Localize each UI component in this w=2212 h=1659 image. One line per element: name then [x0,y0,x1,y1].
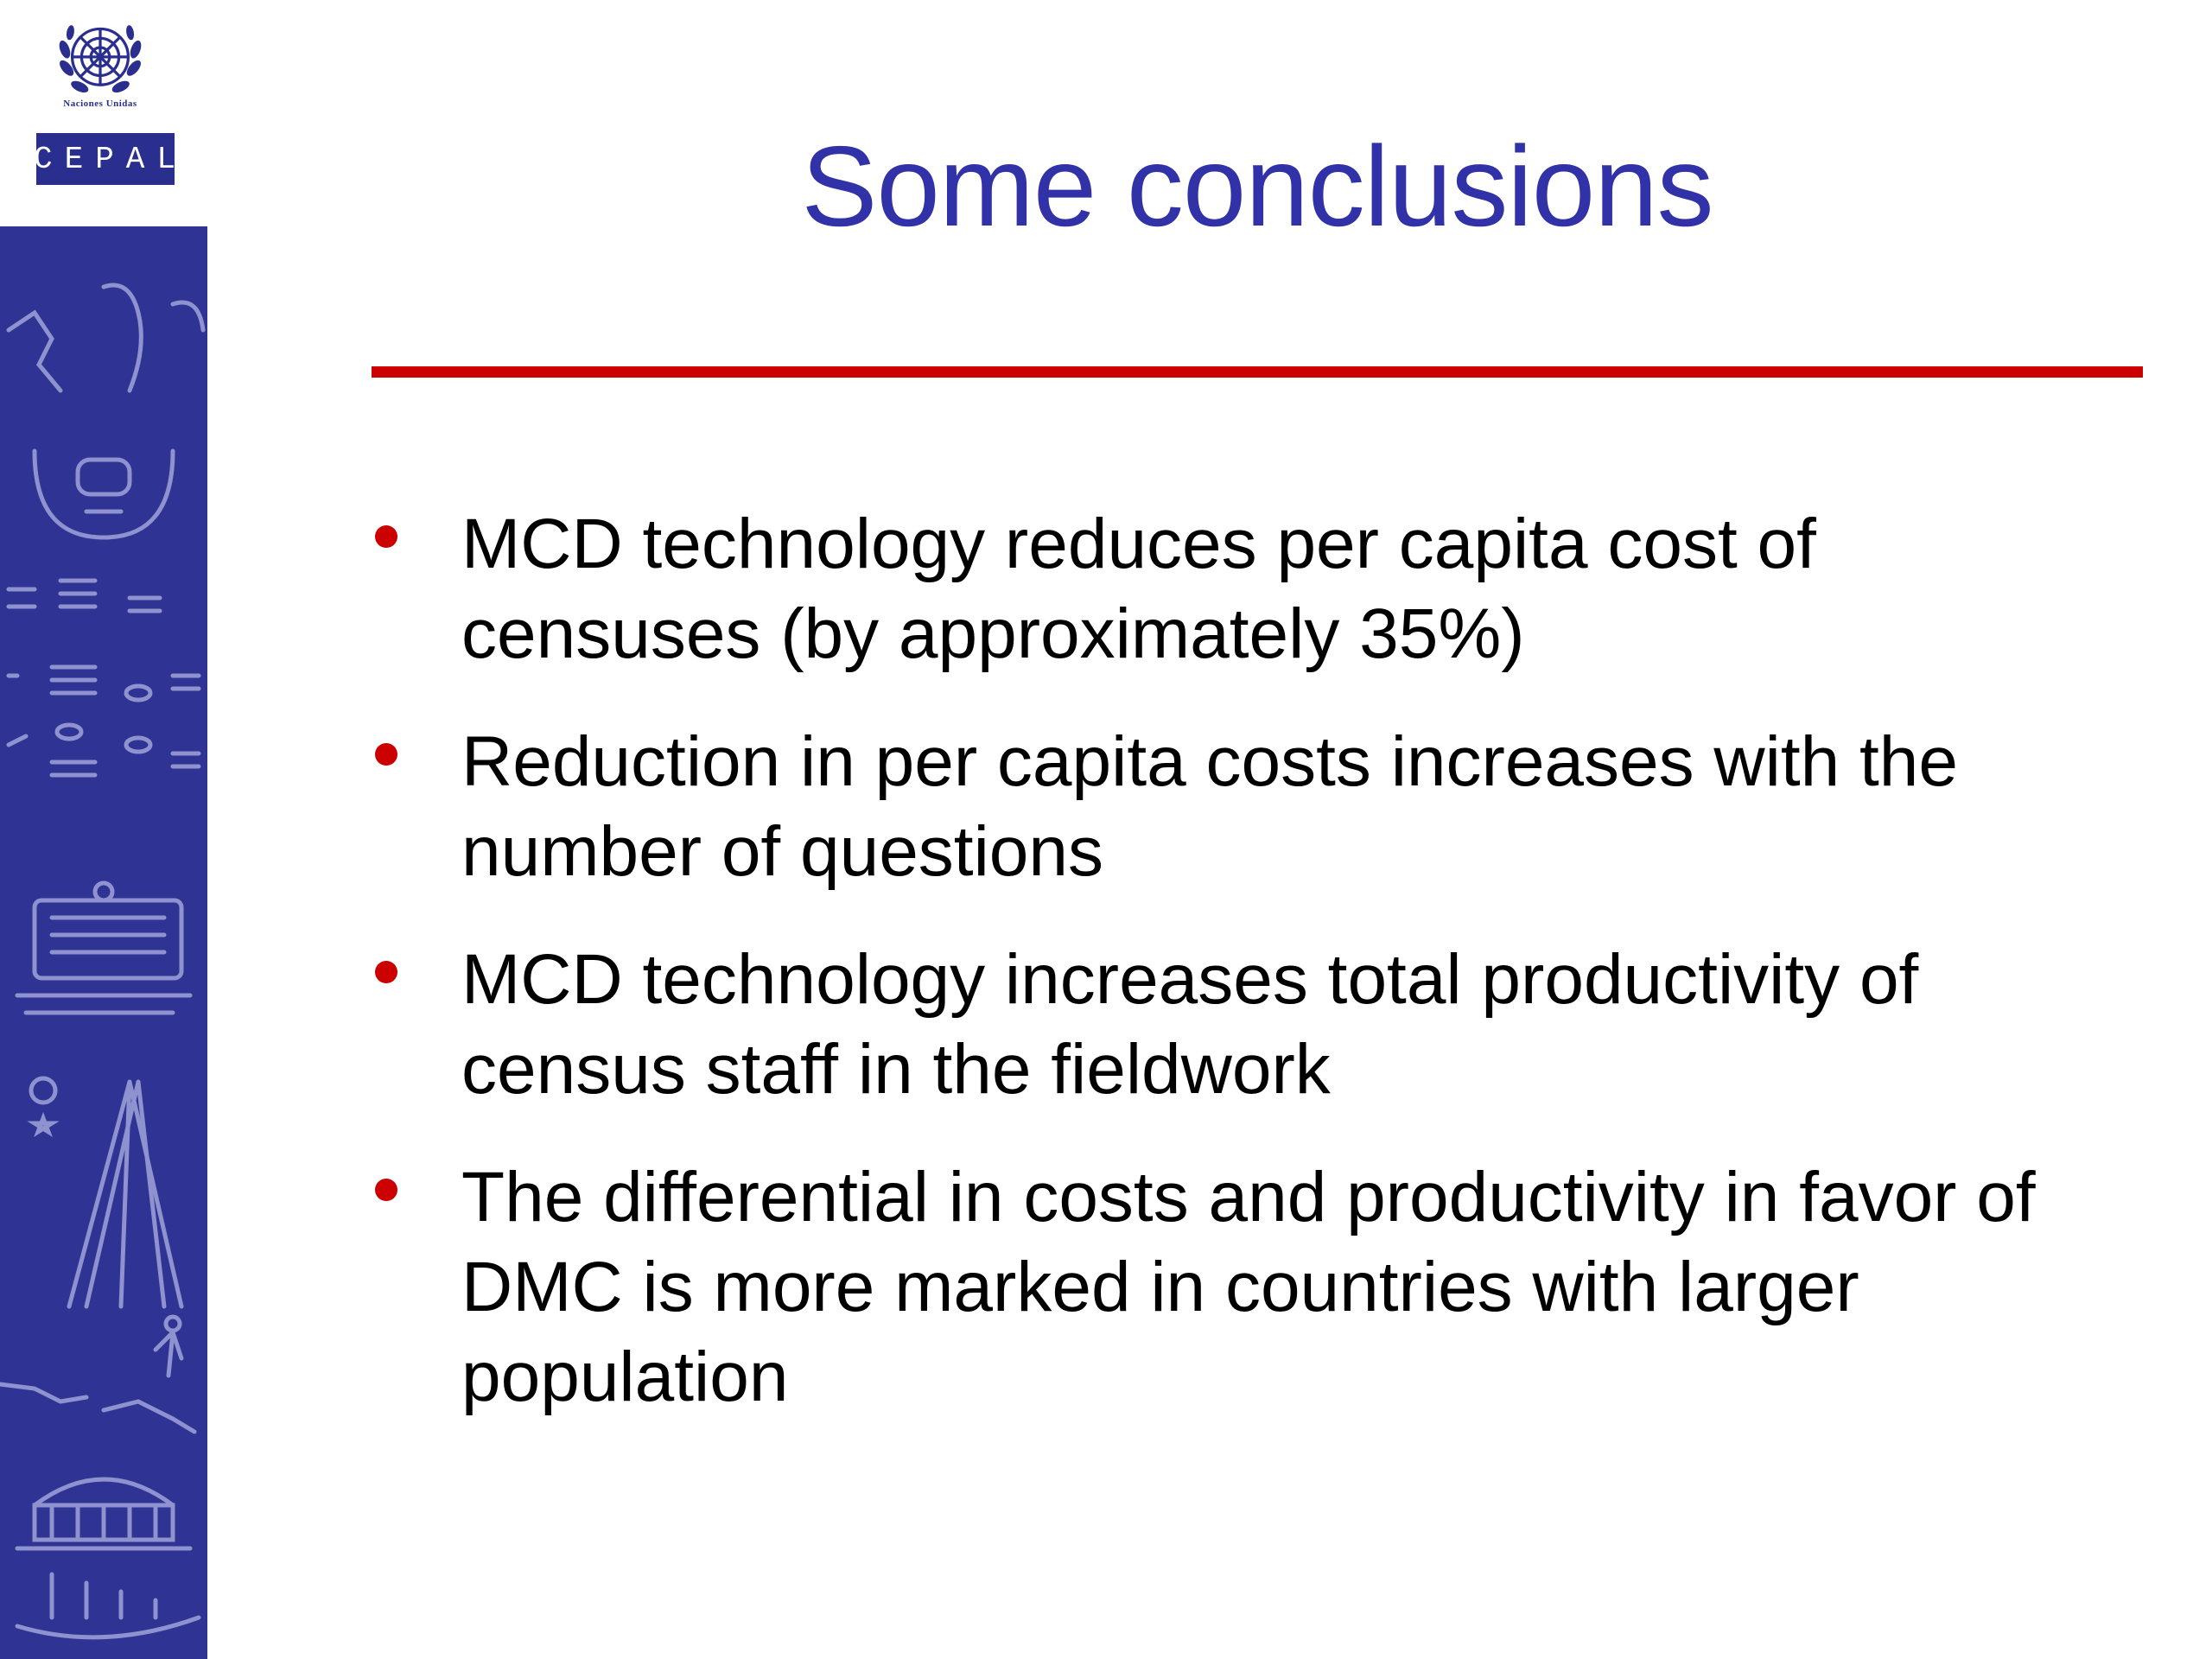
un-caption: Naciones Unidas [63,99,137,109]
bullet-text: MCD technology increases total productivity of census staff in the fieldwork [461,940,1919,1109]
pictogram-pattern-icon [0,226,207,1659]
list-item [372,499,2082,679]
bullet-text: MCD technology reduces per capita cost of censuses (by approximately 35%) [461,505,1816,673]
list-item [372,1153,2082,1422]
decorative-side-band [0,226,207,1659]
cepal-logo: CEPAL [36,133,175,185]
bullet-marker-icon [375,743,397,766]
list-item [372,935,2082,1115]
bullet-text: Reduction in per capita costs increases with the number of questions [461,722,1959,891]
bullet-text: The differential in costs and productivity in favor of DMC is more marked in countries with larger population [461,1158,2036,1416]
bullet-marker-icon [375,961,397,983]
list-item [372,717,2082,897]
title-divider [372,366,2143,378]
bullet-marker-icon [375,525,397,548]
bullet-marker-icon [375,1179,397,1201]
conclusions-list [372,499,2082,1460]
slide-title: Some conclusions [801,123,1713,250]
un-emblem-icon [54,12,147,105]
